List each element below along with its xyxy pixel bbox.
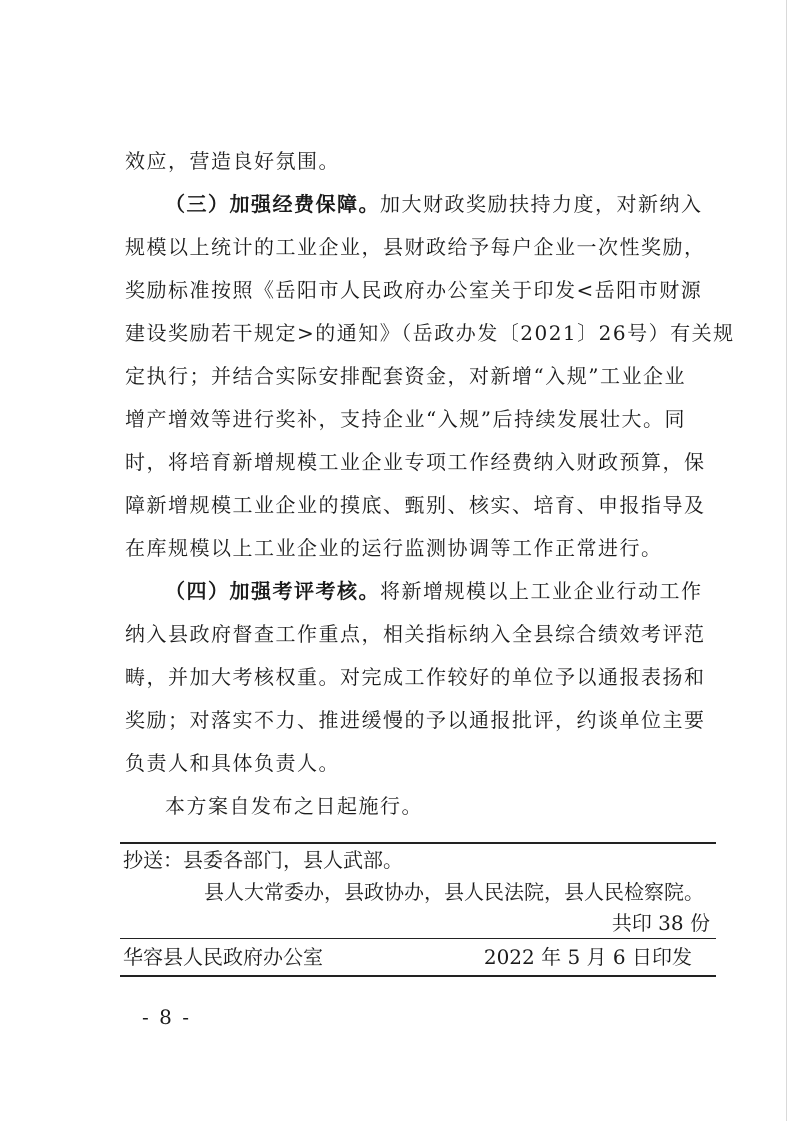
body-line: 畴，并加大考核权重。对完成工作较好的单位予以通报表扬和 [125, 665, 706, 689]
issuer-line [120, 939, 716, 975]
body-text: 将新增规模以上工业企业行动工作 [380, 579, 703, 603]
document-body [125, 140, 735, 828]
body-line: 在库规模以上工业企业的运行监测协调等工作正常进行。 [125, 536, 663, 560]
issue-date: 2022 年 5 月 6 日印发 [483, 945, 692, 969]
body-line: 规模以上统计的工业企业，县财政给予每户企业一次性奖励， [125, 235, 706, 259]
scan-edge [786, 0, 787, 1121]
body-line: 时，将培育新增规模工业企业专项工作经费纳入财政预算，保 [125, 450, 706, 474]
body-line: 负责人和具体负责人。 [125, 751, 340, 775]
body-line: 效应，营造良好氛围。 [125, 149, 340, 173]
body-text: 加大财政奖励扶持力度，对新纳入 [380, 192, 703, 216]
body-line: 定执行；并结合实际安排配套资金，对新增“入规”工业企业 [125, 364, 686, 388]
closing-line: 本方案自发布之日起施行。 [165, 794, 423, 818]
body-line: 增产增效等进行奖补，支持企业“入规”后持续发展壮大。同 [125, 407, 686, 431]
issuing-office: 华容县人民政府办公室 [123, 945, 323, 969]
body-line: 建设奖励若干规定>的通知》（岳政办发〔2021〕26号）有关规 [125, 321, 735, 345]
section-4-paragraph-start [125, 570, 703, 613]
section-4-heading: （四）加强考评考核。 [165, 579, 380, 603]
copies-count: 共印 38 份 [611, 911, 710, 935]
footer-bottom-rule [120, 975, 716, 977]
body-line: 障新增规模工业企业的摸底、甄别、核实、培育、申报指导及 [125, 493, 706, 517]
section-3-paragraph-start [125, 183, 703, 226]
cc-recipients-line-1: 抄送：县委各部门，县人武部。 [123, 848, 403, 872]
body-line: 奖励标准按照《岳阳市人民政府办公室关于印发<岳阳市财源 [125, 278, 703, 302]
body-line: 奖励；对落实不力、推进缓慢的予以通报批评，约谈单位主要 [125, 708, 706, 732]
cc-recipients-line-2: 县人大常委办，县政协办，县人民法院，县人民检察院。 [204, 880, 704, 904]
body-line: 纳入县政府督查工作重点，相关指标纳入全县综合绩效考评范 [125, 622, 706, 646]
section-3-heading: （三）加强经费保障。 [165, 192, 380, 216]
distribution-footer [120, 842, 716, 977]
page-number: - 8 - [142, 1005, 191, 1029]
